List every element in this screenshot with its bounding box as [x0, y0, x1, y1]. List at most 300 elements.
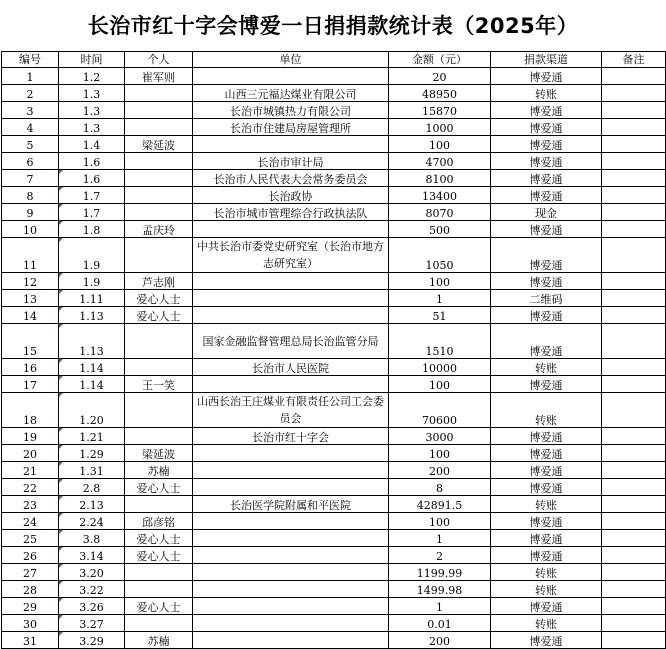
cell-no: 22: [2, 479, 59, 496]
cell-no: 16: [2, 359, 59, 376]
table-row: [2, 324, 666, 359]
cell-time: [59, 359, 125, 376]
cell-unit: [193, 221, 389, 238]
table-row: [2, 513, 666, 530]
cell-channel: 博爱通: [491, 187, 602, 204]
cell-note: [602, 393, 666, 428]
cell-amount: 8: [389, 479, 491, 496]
cell-time-text: 3.20: [79, 567, 104, 580]
cell-channel: 博爱通: [491, 324, 602, 359]
cell-flag-icon: [59, 204, 63, 208]
cell-note: [602, 273, 666, 290]
table-row: [2, 530, 666, 547]
table-row: [2, 119, 666, 136]
cell-person: 爱心人士: [125, 547, 193, 564]
cell-channel: 转账: [491, 581, 602, 598]
cell-channel: 博爱通: [491, 273, 602, 290]
table-row: [2, 102, 666, 119]
cell-person: 爱心人士: [125, 530, 193, 547]
cell-no: 10: [2, 221, 59, 238]
cell-amount: 1050: [389, 238, 491, 273]
cell-amount: 100: [389, 273, 491, 290]
cell-channel: 博爱通: [491, 530, 602, 547]
table-row: [2, 598, 666, 615]
cell-flag-icon: [59, 428, 63, 432]
cell-person: 苏楠: [125, 462, 193, 479]
cell-time-text: 2.8: [82, 482, 101, 495]
cell-time: 1.3: [59, 85, 125, 102]
cell-channel: 博爱通: [491, 102, 602, 119]
cell-no: 7: [2, 170, 59, 187]
cell-amount: 1: [389, 290, 491, 307]
table-row: [2, 359, 666, 376]
cell-unit: 长治市城市管理综合行政执法队: [193, 204, 389, 221]
cell-no: 18: [2, 393, 59, 428]
table-row: [2, 204, 666, 221]
cell-person: [125, 119, 193, 136]
cell-no: 25: [2, 530, 59, 547]
cell-flag-icon: [59, 187, 63, 191]
table-row: [2, 462, 666, 479]
cell-no: 28: [2, 581, 59, 598]
cell-no: 13: [2, 290, 59, 307]
cell-person: 邱彦铭: [125, 513, 193, 530]
cell-channel: 博爱通: [491, 153, 602, 170]
cell-amount: 8100: [389, 170, 491, 187]
col-header-note: 备注: [602, 52, 666, 68]
cell-amount: 0.01: [389, 615, 491, 632]
cell-no: 9: [2, 204, 59, 221]
cell-amount: 3000: [389, 428, 491, 445]
cell-channel: 博爱通: [491, 479, 602, 496]
cell-amount: 48950: [389, 85, 491, 102]
cell-time-text: 2.24: [79, 516, 104, 529]
cell-channel: 转账: [491, 496, 602, 513]
table-row: [2, 445, 666, 462]
cell-no: 29: [2, 598, 59, 615]
cell-amount: 1199.99: [389, 564, 491, 581]
cell-amount: 100: [389, 445, 491, 462]
cell-flag-icon: [59, 479, 63, 483]
cell-note: [602, 632, 666, 649]
cell-amount: 70600: [389, 393, 491, 428]
table-row: [2, 238, 666, 273]
cell-channel: 博爱通: [491, 376, 602, 393]
cell-person: [125, 204, 193, 221]
cell-no: 31: [2, 632, 59, 649]
cell-channel: 博爱通: [491, 462, 602, 479]
cell-amount: 100: [389, 376, 491, 393]
cell-time-text: 3.8: [82, 533, 101, 546]
table-row: [2, 221, 666, 238]
cell-channel: 二维码: [491, 290, 602, 307]
cell-flag-icon: [59, 376, 63, 380]
cell-channel: 博爱通: [491, 238, 602, 273]
cell-no: 27: [2, 564, 59, 581]
cell-unit: [193, 136, 389, 153]
cell-no: 19: [2, 428, 59, 445]
cell-time: [59, 221, 125, 238]
cell-unit: 长治市红十字会: [193, 428, 389, 445]
cell-unit: [193, 445, 389, 462]
cell-person: 孟庆玲: [125, 221, 193, 238]
cell-unit: [193, 513, 389, 530]
cell-time: 1.3: [59, 102, 125, 119]
cell-channel: 博爱通: [491, 119, 602, 136]
cell-time-text: 1.20: [79, 414, 104, 427]
cell-time: [59, 547, 125, 564]
cell-time: [59, 170, 125, 187]
cell-time: [59, 324, 125, 359]
cell-time-text: 1.14: [79, 362, 104, 375]
cell-person: [125, 428, 193, 445]
cell-note: [602, 119, 666, 136]
cell-channel: 博爱通: [491, 428, 602, 445]
cell-note: [602, 462, 666, 479]
cell-person: 梁延波: [125, 136, 193, 153]
table-row: [2, 615, 666, 632]
cell-amount: 15870: [389, 102, 491, 119]
cell-unit: 山西长治王庄煤业有限责任公司工会委员会: [193, 393, 389, 428]
cell-no: 30: [2, 615, 59, 632]
cell-person: [125, 324, 193, 359]
cell-no: 26: [2, 547, 59, 564]
cell-amount: 8070: [389, 204, 491, 221]
cell-unit: [193, 598, 389, 615]
cell-note: [602, 68, 666, 85]
cell-amount: 13400: [389, 187, 491, 204]
cell-no: 4: [2, 119, 59, 136]
table-row: [2, 564, 666, 581]
table-row: [2, 136, 666, 153]
cell-flag-icon: [59, 307, 63, 311]
cell-person: [125, 238, 193, 273]
cell-channel: 博爱通: [491, 170, 602, 187]
cell-person: 崔军则: [125, 68, 193, 85]
cell-time-text: 1.9: [82, 276, 101, 289]
cell-channel: 转账: [491, 359, 602, 376]
cell-note: [602, 547, 666, 564]
cell-channel: 转账: [491, 615, 602, 632]
cell-note: [602, 307, 666, 324]
cell-flag-icon: [59, 496, 63, 500]
cell-person: 梁延波: [125, 445, 193, 462]
cell-unit: 长治市住建局房屋管理所: [193, 119, 389, 136]
cell-time-text: 1.6: [82, 173, 101, 186]
cell-flag-icon: [59, 632, 63, 636]
col-header-no: 编号: [2, 52, 59, 68]
cell-time-text: 1.7: [82, 190, 101, 203]
cell-unit: 中共长治市委党史研究室（长治市地方志研究室）: [193, 238, 389, 273]
cell-note: [602, 445, 666, 462]
cell-amount: 42891.5: [389, 496, 491, 513]
cell-no: 6: [2, 153, 59, 170]
cell-note: [602, 102, 666, 119]
cell-unit: 长治医学院附属和平医院: [193, 496, 389, 513]
cell-note: [602, 221, 666, 238]
cell-flag-icon: [59, 615, 63, 619]
cell-person: [125, 496, 193, 513]
cell-time-text: 1.7: [82, 207, 101, 220]
cell-person: [125, 153, 193, 170]
cell-no: 2: [2, 85, 59, 102]
cell-note: [602, 85, 666, 102]
cell-person: 苏楠: [125, 632, 193, 649]
col-header-person: 个人: [125, 52, 193, 68]
cell-unit: 长治市审计局: [193, 153, 389, 170]
cell-flag-icon: [59, 530, 63, 534]
cell-person: [125, 615, 193, 632]
page-title: 长治市红十字会博爱一日捐捐款统计表（2025年）: [87, 14, 579, 38]
cell-time: [59, 496, 125, 513]
cell-note: [602, 290, 666, 307]
cell-unit: 长治市人民代表大会常务委员会: [193, 170, 389, 187]
table-row: [2, 376, 666, 393]
cell-unit: 山西三元福达煤业有限公司: [193, 85, 389, 102]
cell-unit: 长治市人民医院: [193, 359, 389, 376]
cell-person: 王一笑: [125, 376, 193, 393]
cell-time: [59, 513, 125, 530]
cell-time-text: 3.26: [79, 601, 104, 614]
cell-person: [125, 85, 193, 102]
cell-person: 芦志刚: [125, 273, 193, 290]
cell-time-text: 3.22: [79, 584, 104, 597]
cell-note: [602, 598, 666, 615]
cell-channel: 博爱通: [491, 513, 602, 530]
cell-unit: 长治市城镇热力有限公司: [193, 102, 389, 119]
cell-person: [125, 393, 193, 428]
cell-time-text: 3.27: [79, 618, 104, 631]
cell-flag-icon: [59, 359, 63, 363]
col-header-unit: 单位: [193, 52, 389, 68]
cell-flag-icon: [59, 598, 63, 602]
cell-channel: 博爱通: [491, 307, 602, 324]
cell-time: [59, 238, 125, 273]
cell-person: 爱心人士: [125, 307, 193, 324]
cell-amount: 10000: [389, 359, 491, 376]
col-header-channel: 捐款渠道: [491, 52, 602, 68]
cell-flag-icon: [59, 170, 63, 174]
cell-flag-icon: [59, 221, 63, 225]
cell-no: 20: [2, 445, 59, 462]
cell-person: [125, 187, 193, 204]
cell-note: [602, 530, 666, 547]
cell-flag-icon: [59, 513, 63, 517]
cell-no: 5: [2, 136, 59, 153]
donation-table: [1, 51, 666, 649]
cell-flag-icon: [59, 393, 63, 397]
table-row: [2, 187, 666, 204]
cell-note: [602, 204, 666, 221]
table-row: [2, 68, 666, 85]
cell-flag-icon: [59, 564, 63, 568]
cell-amount: 1: [389, 530, 491, 547]
cell-time-text: 3.14: [79, 550, 104, 563]
cell-channel: 现金: [491, 204, 602, 221]
cell-time: [59, 307, 125, 324]
cell-time-text: 1.8: [82, 224, 101, 237]
cell-time: [59, 273, 125, 290]
cell-channel: 转账: [491, 564, 602, 581]
cell-note: [602, 187, 666, 204]
cell-unit: [193, 290, 389, 307]
cell-unit: [193, 376, 389, 393]
cell-note: [602, 324, 666, 359]
cell-no: 11: [2, 238, 59, 273]
cell-time: [59, 530, 125, 547]
cell-unit: [193, 581, 389, 598]
cell-time: 1.6: [59, 153, 125, 170]
cell-no: 8: [2, 187, 59, 204]
cell-unit: [193, 547, 389, 564]
cell-time: [59, 428, 125, 445]
cell-note: [602, 581, 666, 598]
cell-flag-icon: [59, 581, 63, 585]
cell-amount: 200: [389, 632, 491, 649]
cell-note: [602, 564, 666, 581]
cell-time: [59, 462, 125, 479]
cell-unit: [193, 479, 389, 496]
cell-flag-icon: [59, 290, 63, 294]
cell-amount: 1000: [389, 119, 491, 136]
cell-person: [125, 170, 193, 187]
cell-note: [602, 170, 666, 187]
cell-time: [59, 187, 125, 204]
cell-channel: 博爱通: [491, 136, 602, 153]
cell-time: [59, 376, 125, 393]
cell-note: [602, 238, 666, 273]
cell-note: [602, 428, 666, 445]
cell-unit: [193, 530, 389, 547]
table-row: [2, 547, 666, 564]
cell-amount: 4700: [389, 153, 491, 170]
cell-channel: 博爱通: [491, 547, 602, 564]
table-row: [2, 496, 666, 513]
cell-time-text: 1.21: [79, 431, 104, 444]
cell-unit: 长治政协: [193, 187, 389, 204]
cell-time: [59, 479, 125, 496]
cell-time: [59, 290, 125, 307]
table-row: [2, 393, 666, 428]
cell-time: [59, 598, 125, 615]
col-header-time: 时间: [59, 52, 125, 68]
cell-no: 21: [2, 462, 59, 479]
cell-time-text: 1.13: [79, 345, 104, 358]
cell-no: 17: [2, 376, 59, 393]
cell-note: [602, 376, 666, 393]
cell-person: 爱心人士: [125, 290, 193, 307]
cell-note: [602, 496, 666, 513]
cell-channel: 博爱通: [491, 221, 602, 238]
cell-note: [602, 615, 666, 632]
cell-time: [59, 615, 125, 632]
header-row: [2, 52, 666, 68]
cell-amount: 51: [389, 307, 491, 324]
cell-amount: 2: [389, 547, 491, 564]
cell-person: [125, 359, 193, 376]
cell-channel: 转账: [491, 85, 602, 102]
table-row: [2, 290, 666, 307]
cell-time-text: 3.29: [79, 635, 104, 648]
cell-time: [59, 445, 125, 462]
cell-flag-icon: [59, 445, 63, 449]
table-row: [2, 153, 666, 170]
cell-amount: 1510: [389, 324, 491, 359]
cell-note: [602, 359, 666, 376]
cell-time: [59, 204, 125, 221]
cell-time: [59, 393, 125, 428]
cell-channel: 转账: [491, 393, 602, 428]
table-row: [2, 307, 666, 324]
table-row: [2, 632, 666, 649]
cell-time-text: 1.11: [79, 293, 104, 306]
cell-time: [59, 632, 125, 649]
cell-no: 12: [2, 273, 59, 290]
cell-unit: [193, 462, 389, 479]
cell-unit: [193, 307, 389, 324]
cell-time-text: 1.14: [79, 379, 104, 392]
cell-time: 1.4: [59, 136, 125, 153]
cell-no: 14: [2, 307, 59, 324]
cell-channel: 博爱通: [491, 445, 602, 462]
cell-time-text: 1.9: [82, 259, 101, 272]
cell-person: 爱心人士: [125, 598, 193, 615]
cell-unit: [193, 68, 389, 85]
cell-time-text: 1.31: [79, 465, 104, 478]
cell-time: 1.2: [59, 68, 125, 85]
cell-flag-icon: [59, 273, 63, 277]
cell-unit: 国家金融监督管理总局长治监管分局: [193, 324, 389, 359]
cell-amount: 200: [389, 462, 491, 479]
table-row: [2, 85, 666, 102]
cell-time: [59, 581, 125, 598]
cell-amount: 100: [389, 136, 491, 153]
cell-time: [59, 564, 125, 581]
cell-flag-icon: [59, 462, 63, 466]
table-row: [2, 581, 666, 598]
cell-amount: 1499.98: [389, 581, 491, 598]
cell-no: 24: [2, 513, 59, 530]
cell-time-text: 2.13: [79, 499, 104, 512]
cell-amount: 500: [389, 221, 491, 238]
cell-person: [125, 581, 193, 598]
cell-person: [125, 564, 193, 581]
table-row: [2, 428, 666, 445]
cell-no: 15: [2, 324, 59, 359]
cell-no: 3: [2, 102, 59, 119]
cell-unit: [193, 564, 389, 581]
cell-flag-icon: [59, 324, 63, 328]
cell-unit: [193, 632, 389, 649]
cell-note: [602, 513, 666, 530]
cell-channel: 博爱通: [491, 598, 602, 615]
cell-amount: 1: [389, 598, 491, 615]
cell-time-text: 1.29: [79, 448, 104, 461]
cell-flag-icon: [59, 238, 63, 242]
cell-note: [602, 479, 666, 496]
cell-unit: [193, 273, 389, 290]
cell-amount: 20: [389, 68, 491, 85]
cell-flag-icon: [59, 547, 63, 551]
table-row: [2, 479, 666, 496]
cell-amount: 100: [389, 513, 491, 530]
cell-channel: 博爱通: [491, 68, 602, 85]
cell-time: 1.3: [59, 119, 125, 136]
cell-time-text: 1.13: [79, 310, 104, 323]
cell-unit: [193, 615, 389, 632]
cell-no: 23: [2, 496, 59, 513]
cell-person: 爱心人士: [125, 479, 193, 496]
